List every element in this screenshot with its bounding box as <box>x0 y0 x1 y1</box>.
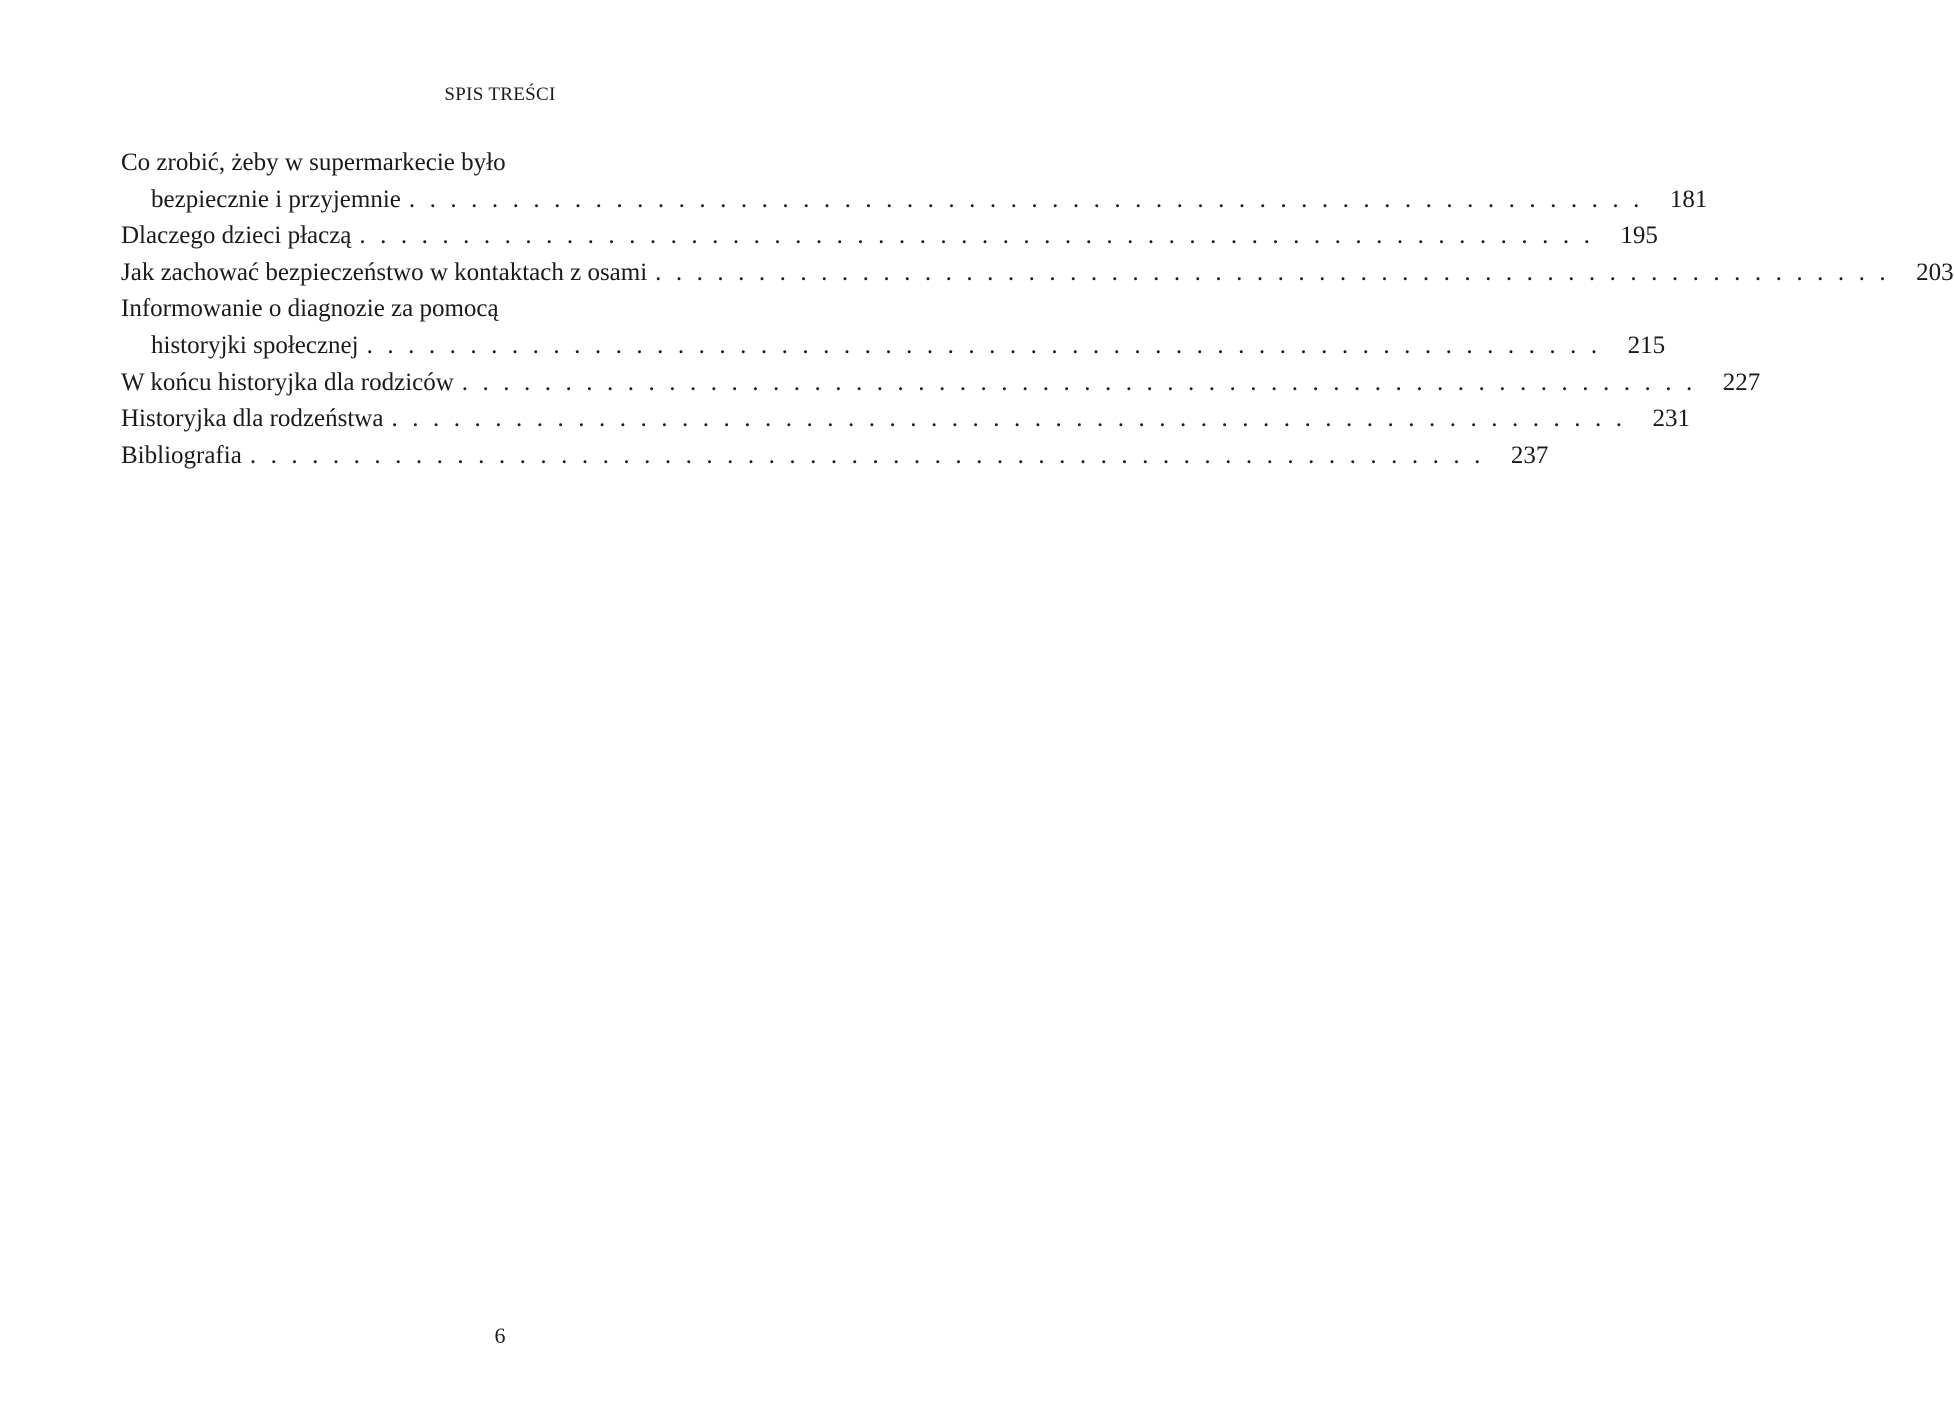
toc-entry <box>121 401 1690 438</box>
dot-leader: ............................................................ <box>359 222 1605 250</box>
table-of-contents <box>121 145 1954 474</box>
toc-entry-page: 231 <box>1652 405 1690 433</box>
toc-entry <box>121 365 1761 402</box>
toc-entry-page: 215 <box>1627 331 1666 359</box>
dot-leader: ............................................................ <box>391 405 1637 433</box>
dot-leader: ............................................................ <box>461 368 1707 396</box>
toc-entry-title: Co zrobić, żeby w supermarkecie było <box>121 149 506 176</box>
toc-entry-page: 227 <box>1722 368 1761 396</box>
toc-entry-page: 181 <box>1669 185 1708 213</box>
toc-entry-page: 203 <box>1916 258 1954 286</box>
toc-entry <box>121 291 1666 364</box>
toc-entry-title: Historyjka dla rodzeństwa <box>121 405 384 433</box>
toc-entry-title: W końcu historyjka dla rodziców <box>121 368 454 396</box>
toc-entry-title: Dlaczego dzieci płaczą <box>121 222 352 250</box>
toc-entry <box>121 438 1549 475</box>
toc-entry-title: Bibliografia <box>121 441 242 469</box>
page-number: 6 <box>494 1323 506 1348</box>
toc-entry-title: Jak zachować bezpieczeństwo w kontaktach z osami <box>121 258 648 286</box>
toc-entry-title-continuation: historyjki społecznej <box>151 331 359 359</box>
toc-entry-page: 195 <box>1620 222 1658 250</box>
dot-leader: ............................................................ <box>249 441 1495 469</box>
toc-entry-title-continuation: bezpiecznie i przyjemnie <box>151 185 401 213</box>
dot-leader: ............................................................ <box>366 331 1612 359</box>
toc-entry <box>121 145 1708 218</box>
toc-entry-page: 237 <box>1510 441 1549 469</box>
toc-entry <box>121 218 1658 255</box>
toc-entry <box>121 255 1954 292</box>
running-head: SPIS TREŚCI <box>444 84 556 105</box>
dot-leader: ............................................................ <box>655 258 1901 286</box>
toc-entry-title: Informowanie o diagnozie za pomocą <box>121 295 499 323</box>
dot-leader: ............................................................ <box>408 185 1654 213</box>
